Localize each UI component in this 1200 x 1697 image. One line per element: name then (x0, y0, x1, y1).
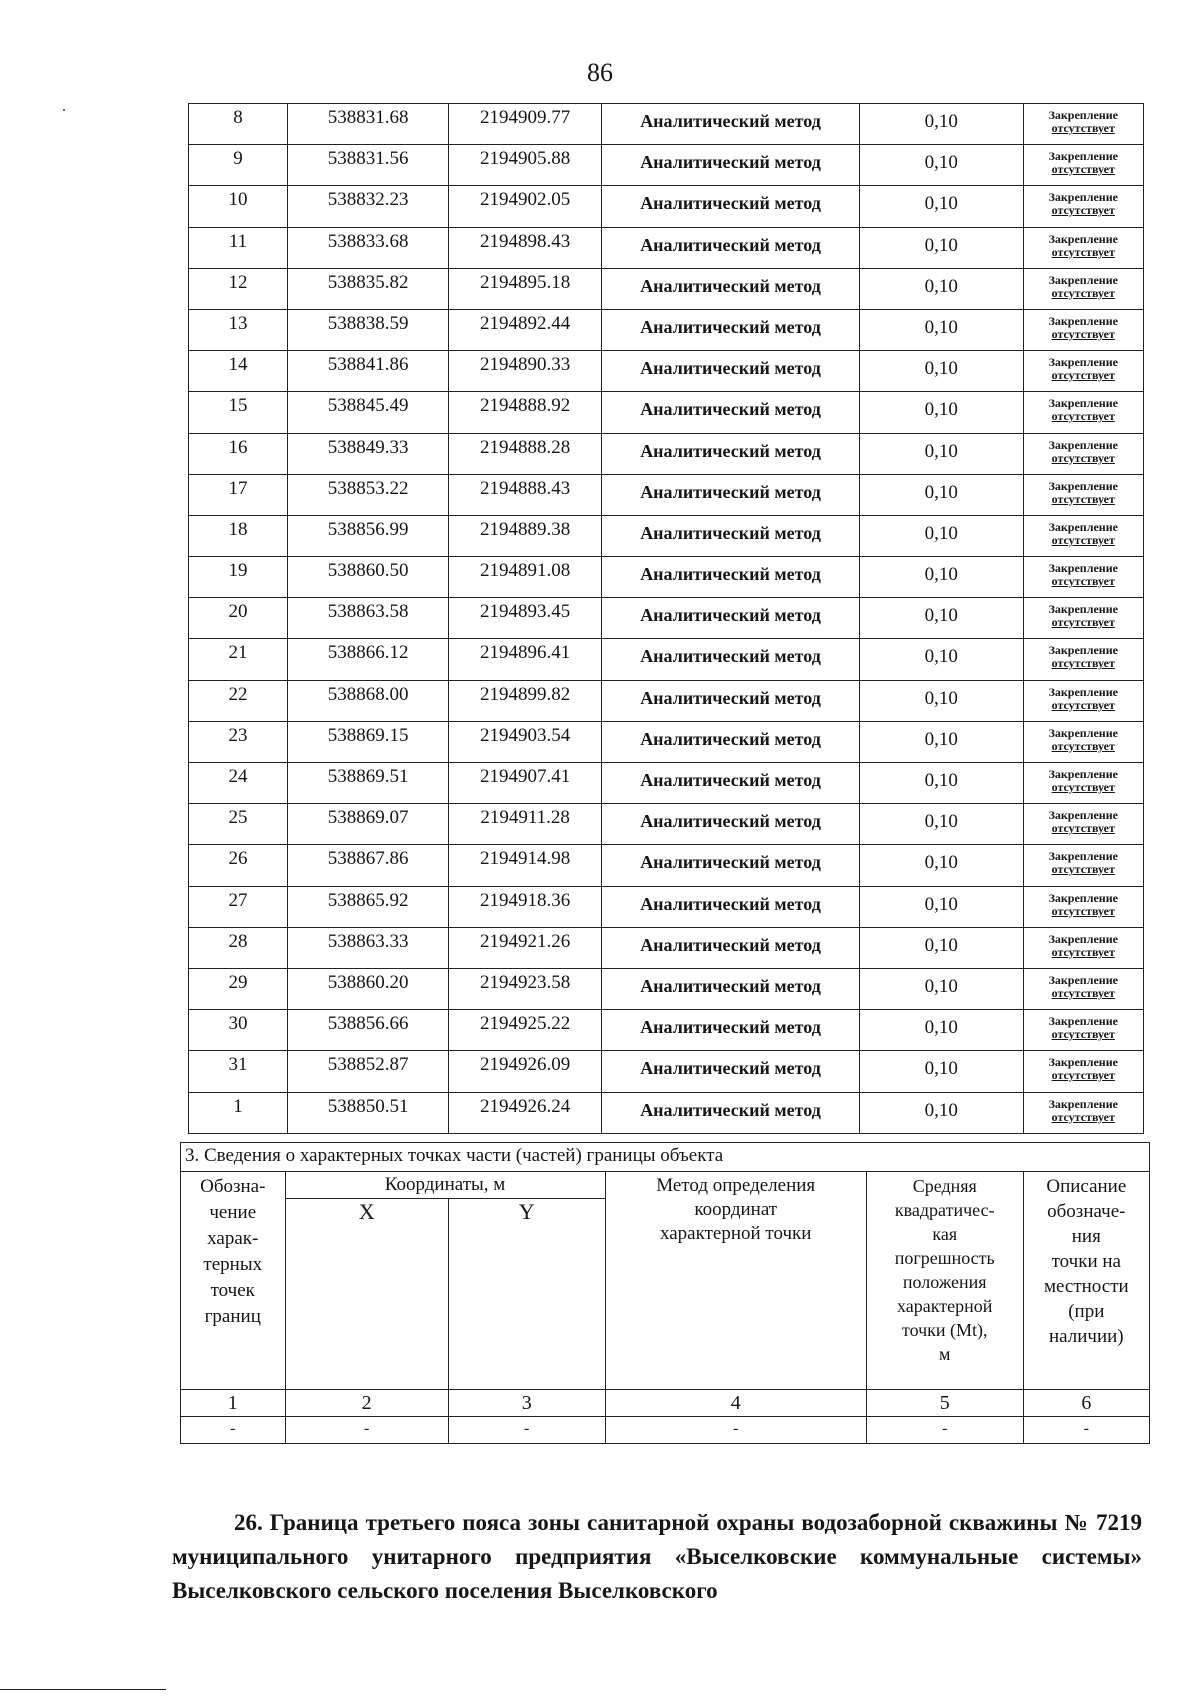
point-description (1023, 515, 1144, 556)
method: Аналитический метод (601, 598, 859, 639)
description-line: Закрепление (1048, 478, 1118, 493)
boundary-points-body (189, 104, 1144, 1134)
table-row (189, 1051, 1144, 1092)
point-description (1023, 1051, 1144, 1092)
description-line: Закрепление (1048, 396, 1118, 411)
mean-error: 0,10 (860, 309, 1023, 350)
coord-x: 538868.00 (287, 680, 448, 721)
point-number: 9 (189, 145, 288, 186)
coord-x: 538869.51 (287, 763, 448, 804)
coord-y: 2194909.77 (449, 104, 602, 145)
mean-error: 0,10 (860, 1092, 1023, 1133)
table-row (189, 639, 1144, 680)
mean-error: 0,10 (860, 968, 1023, 1009)
description-line: Закрепление (1048, 1096, 1118, 1111)
method: Аналитический метод (601, 1092, 859, 1133)
method: Аналитический метод (601, 392, 859, 433)
description-line: Закрепление (1048, 931, 1118, 946)
description-line: Закрепление (1048, 519, 1118, 534)
mean-error: 0,10 (860, 845, 1023, 886)
table-row (189, 351, 1144, 392)
point-number: 28 (189, 927, 288, 968)
coord-x: 538850.51 (287, 1092, 448, 1133)
description-line: Закрепление (1048, 890, 1118, 905)
description-line: Закрепление (1048, 437, 1118, 452)
description-line: Закрепление (1048, 767, 1118, 781)
coord-y: 2194888.43 (449, 474, 602, 515)
point-number: 21 (189, 639, 288, 680)
method: Аналитический метод (601, 804, 859, 845)
point-number: 17 (189, 474, 288, 515)
point-description (1023, 1010, 1144, 1051)
description-line: Закрепление (1048, 1014, 1118, 1029)
description-line: отсутствует (1051, 532, 1115, 547)
coord-x: 538856.66 (287, 1010, 448, 1051)
mean-error: 0,10 (860, 145, 1023, 186)
point-number: 27 (189, 886, 288, 927)
coord-y: 2194914.98 (449, 845, 602, 886)
table-row (189, 104, 1144, 145)
description-line: Закрепление (1048, 602, 1118, 617)
coord-x: 538856.99 (287, 515, 448, 556)
point-description (1023, 104, 1144, 145)
empty-cell: - (866, 1417, 1023, 1444)
point-number: 29 (189, 968, 288, 1009)
header-method: Метод определения координат характерной точки (605, 1172, 866, 1390)
empty-cell: - (605, 1417, 866, 1444)
coord-y: 2194907.41 (449, 763, 602, 804)
mean-error: 0,10 (860, 351, 1023, 392)
coord-y: 2194925.22 (449, 1010, 602, 1051)
point-number: 13 (189, 309, 288, 350)
method: Аналитический метод (601, 557, 859, 598)
point-number: 11 (189, 227, 288, 268)
coord-x: 538860.20 (287, 968, 448, 1009)
coord-y: 2194898.43 (449, 227, 602, 268)
coord-x: 538865.92 (287, 886, 448, 927)
method: Аналитический метод (601, 268, 859, 309)
description-line: отсутствует (1051, 821, 1115, 836)
point-description (1023, 186, 1144, 227)
header-mt: Средняя квадратичес- кая погрешность положения характерной точки (Mt), м (866, 1172, 1023, 1390)
description-line: отсутствует (1051, 409, 1115, 424)
coord-x: 538863.58 (287, 598, 448, 639)
point-number: 24 (189, 763, 288, 804)
description-line: отсутствует (1051, 574, 1115, 589)
section3-table (180, 1142, 1150, 1444)
point-description (1023, 639, 1144, 680)
table-row (189, 227, 1144, 268)
point-number: 8 (189, 104, 288, 145)
description-line: отсутствует (1051, 697, 1115, 712)
coord-y: 2194893.45 (449, 598, 602, 639)
description-line: Закрепление (1048, 190, 1118, 205)
column-index: 6 (1023, 1390, 1149, 1417)
table-row (189, 804, 1144, 845)
table-row (189, 186, 1144, 227)
description-line: отсутствует (1051, 285, 1115, 300)
description-line: отсутствует (1051, 244, 1115, 259)
column-index: 1 (181, 1390, 286, 1417)
scan-speck (63, 109, 65, 111)
coord-x: 538866.12 (287, 639, 448, 680)
point-description (1023, 598, 1144, 639)
point-description (1023, 927, 1144, 968)
table-row (189, 968, 1144, 1009)
description-line: Закрепление (1048, 1055, 1118, 1070)
description-line: Закрепление (1048, 272, 1118, 287)
coord-x: 538852.87 (287, 1051, 448, 1092)
coord-y: 2194903.54 (449, 721, 602, 762)
coord-y: 2194926.09 (449, 1051, 602, 1092)
point-description (1023, 845, 1144, 886)
coord-y: 2194888.28 (449, 433, 602, 474)
point-number: 19 (189, 557, 288, 598)
coord-y: 2194891.08 (449, 557, 602, 598)
mean-error: 0,10 (860, 804, 1023, 845)
mean-error: 0,10 (860, 721, 1023, 762)
coord-x: 538849.33 (287, 433, 448, 474)
point-description (1023, 392, 1144, 433)
point-description (1023, 474, 1144, 515)
coord-y: 2194923.58 (449, 968, 602, 1009)
column-index-row (181, 1390, 1150, 1417)
point-number: 26 (189, 845, 288, 886)
coord-y: 2194888.92 (449, 392, 602, 433)
description-line: Закрепление (1048, 849, 1118, 864)
paragraph-text: 26. Граница третьего пояса зоны санитарной охраны водозаборной скважины № 7219 муниципального унитарного предприятия «Выселковские коммунальные системы» Выселковского сельского поселения Выселковского (172, 1510, 1142, 1603)
method: Аналитический метод (601, 1010, 859, 1051)
method: Аналитический метод (601, 227, 859, 268)
coord-x: 538860.50 (287, 557, 448, 598)
table-row (189, 598, 1144, 639)
coord-y: 2194890.33 (449, 351, 602, 392)
point-description (1023, 309, 1144, 350)
empty-cell: - (448, 1417, 605, 1444)
coord-y: 2194911.28 (449, 804, 602, 845)
mean-error: 0,10 (860, 268, 1023, 309)
column-index: 2 (285, 1390, 448, 1417)
coord-y: 2194918.36 (449, 886, 602, 927)
point-description (1023, 721, 1144, 762)
table-row (189, 1010, 1144, 1051)
mean-error: 0,10 (860, 557, 1023, 598)
coord-y: 2194896.41 (449, 639, 602, 680)
empty-cell: - (181, 1417, 286, 1444)
description-line: отсутствует (1051, 450, 1115, 465)
method: Аналитический метод (601, 433, 859, 474)
header-x: X (285, 1199, 448, 1390)
mean-error: 0,10 (860, 433, 1023, 474)
method: Аналитический метод (601, 474, 859, 515)
description-line: Закрепление (1048, 108, 1118, 122)
point-description (1023, 1092, 1144, 1133)
table-row (189, 927, 1144, 968)
description-line: отсутствует (1051, 862, 1115, 877)
description-line: отсутствует (1051, 944, 1115, 959)
point-description (1023, 268, 1144, 309)
mean-error: 0,10 (860, 927, 1023, 968)
mean-error: 0,10 (860, 474, 1023, 515)
table-row (189, 474, 1144, 515)
table-row (189, 886, 1144, 927)
coord-y: 2194892.44 (449, 309, 602, 350)
mean-error: 0,10 (860, 515, 1023, 556)
description-line: отсутствует (1051, 903, 1115, 918)
description-line: Закрепление (1048, 149, 1118, 164)
point-number: 18 (189, 515, 288, 556)
footnote-rule (0, 1689, 166, 1690)
coord-y: 2194902.05 (449, 186, 602, 227)
point-number: 25 (189, 804, 288, 845)
mean-error: 0,10 (860, 680, 1023, 721)
description-line: Закрепление (1048, 684, 1118, 699)
point-description (1023, 886, 1144, 927)
header-y: Y (448, 1199, 605, 1390)
point-number: 20 (189, 598, 288, 639)
point-description (1023, 557, 1144, 598)
point-description (1023, 804, 1144, 845)
description-line: отсутствует (1051, 985, 1115, 1000)
coord-x: 538845.49 (287, 392, 448, 433)
header-coordinates: Координаты, м (285, 1172, 605, 1199)
description-line: отсутствует (1051, 368, 1115, 383)
empty-data-row (181, 1417, 1150, 1444)
coord-x: 538833.68 (287, 227, 448, 268)
coord-x: 538832.23 (287, 186, 448, 227)
column-index: 3 (448, 1390, 605, 1417)
point-description (1023, 433, 1144, 474)
mean-error: 0,10 (860, 598, 1023, 639)
coord-x: 538835.82 (287, 268, 448, 309)
method: Аналитический метод (601, 968, 859, 1009)
empty-cell: - (1023, 1417, 1149, 1444)
mean-error: 0,10 (860, 186, 1023, 227)
table-row (189, 680, 1144, 721)
description-line: отсутствует (1051, 1068, 1115, 1083)
point-number: 30 (189, 1010, 288, 1051)
method: Аналитический метод (601, 927, 859, 968)
table-row (189, 1092, 1144, 1133)
table-row (189, 557, 1144, 598)
point-number: 16 (189, 433, 288, 474)
column-index: 5 (866, 1390, 1023, 1417)
table-row (189, 309, 1144, 350)
method: Аналитический метод (601, 186, 859, 227)
table-row (189, 145, 1144, 186)
empty-cell: - (285, 1417, 448, 1444)
description-line: отсутствует (1051, 326, 1115, 341)
point-description (1023, 968, 1144, 1009)
method: Аналитический метод (601, 886, 859, 927)
mean-error: 0,10 (860, 392, 1023, 433)
method: Аналитический метод (601, 680, 859, 721)
method: Аналитический метод (601, 639, 859, 680)
coord-x: 538838.59 (287, 309, 448, 350)
point-number: 1 (189, 1092, 288, 1133)
table-row (189, 392, 1144, 433)
mean-error: 0,10 (860, 1010, 1023, 1051)
method: Аналитический метод (601, 145, 859, 186)
method: Аналитический метод (601, 309, 859, 350)
description-line: отсутствует (1051, 1109, 1115, 1124)
method: Аналитический метод (601, 104, 859, 145)
point-number: 31 (189, 1051, 288, 1092)
method: Аналитический метод (601, 1051, 859, 1092)
mean-error: 0,10 (860, 763, 1023, 804)
header-designation: Обозна- чение харак- терных точек границ (181, 1172, 286, 1390)
point-number: 23 (189, 721, 288, 762)
page-number: 86 (587, 58, 613, 87)
coord-x: 538869.15 (287, 721, 448, 762)
description-line: отсутствует (1051, 203, 1115, 218)
coord-x: 538853.22 (287, 474, 448, 515)
table-row (189, 515, 1144, 556)
description-line: Закрепление (1048, 231, 1118, 246)
method: Аналитический метод (601, 763, 859, 804)
section3-title: 3. Сведения о характерных точках части (частей) границы объекта (181, 1143, 1150, 1172)
description-line: отсутствует (1051, 738, 1115, 753)
mean-error: 0,10 (860, 227, 1023, 268)
mean-error: 0,10 (860, 104, 1023, 145)
method: Аналитический метод (601, 515, 859, 556)
coord-x: 538831.68 (287, 104, 448, 145)
description-line: Закрепление (1048, 972, 1118, 987)
table-row (189, 763, 1144, 804)
description-line: отсутствует (1051, 121, 1115, 135)
description-line: отсутствует (1051, 162, 1115, 177)
table-row (189, 721, 1144, 762)
point-description (1023, 680, 1144, 721)
method: Аналитический метод (601, 351, 859, 392)
description-line: Закрепление (1048, 725, 1118, 740)
mean-error: 0,10 (860, 1051, 1023, 1092)
column-index: 4 (605, 1390, 866, 1417)
coord-y: 2194899.82 (449, 680, 602, 721)
coord-x: 538863.33 (287, 927, 448, 968)
mean-error: 0,10 (860, 639, 1023, 680)
mean-error: 0,10 (860, 886, 1023, 927)
header-description: Описание обозначе- ния точки на местности (при наличии) (1023, 1172, 1149, 1390)
table-row (189, 845, 1144, 886)
coord-x: 538841.86 (287, 351, 448, 392)
table-row (189, 433, 1144, 474)
point-number: 15 (189, 392, 288, 433)
coord-x: 538831.56 (287, 145, 448, 186)
description-line: отсутствует (1051, 1027, 1115, 1042)
coord-x: 538869.07 (287, 804, 448, 845)
coord-y: 2194905.88 (449, 145, 602, 186)
point-number: 12 (189, 268, 288, 309)
description-line: отсутствует (1051, 491, 1115, 506)
coord-x: 538867.86 (287, 845, 448, 886)
point-description (1023, 351, 1144, 392)
coord-y: 2194889.38 (449, 515, 602, 556)
description-line: Закрепление (1048, 355, 1118, 370)
description-line: Закрепление (1048, 643, 1118, 658)
coord-y: 2194921.26 (449, 927, 602, 968)
point-description (1023, 145, 1144, 186)
description-line: отсутствует (1051, 615, 1115, 630)
point-number: 10 (189, 186, 288, 227)
description-line: Закрепление (1048, 313, 1118, 328)
boundary-points-table (188, 103, 1144, 1134)
method: Аналитический метод (601, 845, 859, 886)
description-line: отсутствует (1051, 780, 1115, 794)
coord-y: 2194926.24 (449, 1092, 602, 1133)
point-description (1023, 763, 1144, 804)
description-line: Закрепление (1048, 561, 1118, 576)
paragraph-26 (172, 1506, 1142, 1608)
point-number: 14 (189, 351, 288, 392)
table-row (189, 268, 1144, 309)
description-line: Закрепление (1048, 808, 1118, 823)
point-number: 22 (189, 680, 288, 721)
method: Аналитический метод (601, 721, 859, 762)
point-description (1023, 227, 1144, 268)
coord-y: 2194895.18 (449, 268, 602, 309)
description-line: отсутствует (1051, 656, 1115, 671)
